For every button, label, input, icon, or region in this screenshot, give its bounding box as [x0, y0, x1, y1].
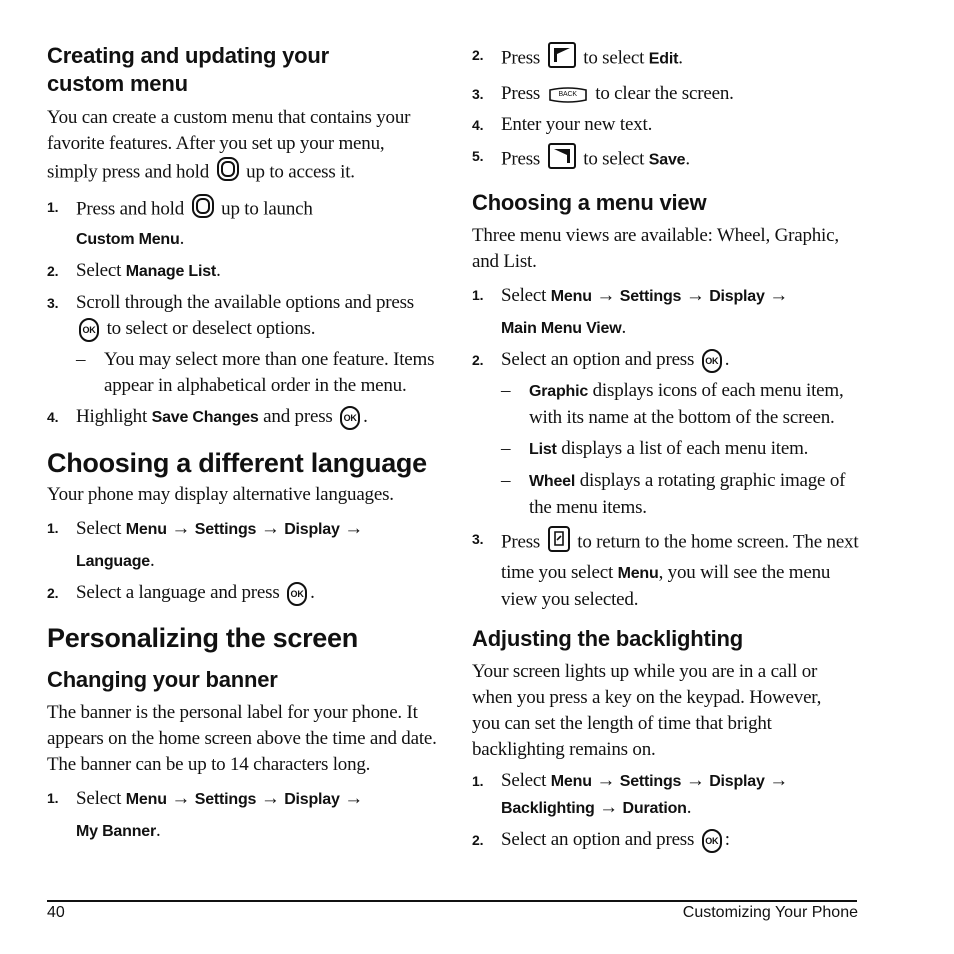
menu-view-step-1: 1. Select Menu → Settings → Display → Main Menu View.	[472, 285, 789, 338]
left-softkey-icon	[548, 42, 576, 76]
language-step-1: 1. Select Menu → Settings → Display → Language.	[47, 518, 364, 571]
right-softkey-icon	[548, 143, 576, 177]
ok-key-icon: OK	[702, 349, 722, 373]
personalizing-heading: Personalizing the screen	[47, 623, 358, 653]
page-number: 40	[47, 904, 65, 921]
back-key-icon	[548, 86, 588, 104]
custom-menu-step-1: 1. Press and hold up to launch Custom Menu.	[47, 194, 437, 253]
footer-rule	[47, 900, 857, 902]
banner-step-2: 2. Press to select Edit.	[472, 42, 862, 76]
backlighting-intro: Your screen lights up while you are in a call or when you press a key on the keypad. However, you can set the length of time that bright backlighting remains on.	[472, 661, 822, 760]
banner-step-1: 1. Select Menu → Settings → Display → My Banner.	[47, 788, 364, 841]
chapter-title: Customizing Your Phone	[682, 904, 858, 921]
backlighting-step-1: 1. Select Menu → Settings → Display → Backlighting → Duration.	[472, 770, 789, 818]
backlighting-heading: Adjusting the backlighting	[472, 626, 744, 651]
backlighting-step-2: 2. Select an option and press OK :	[472, 827, 862, 853]
language-intro: Your phone may display alternative languages.	[47, 484, 394, 505]
nav-key-icon	[192, 194, 214, 226]
language-step-2: 2. Select a language and press OK .	[47, 580, 437, 606]
custom-menu-label: Custom Menu	[76, 231, 180, 248]
menu-view-intro: Three menu views are available: Wheel, Graphic, and List.	[472, 225, 839, 272]
banner-heading: Changing your banner	[47, 667, 278, 692]
banner-intro: The banner is the personal label for your phone. It appears on the home screen above the time and date. The banner can be up to 14 characters long.	[47, 702, 437, 775]
custom-menu-step-2: 2. Select Manage List.	[47, 260, 221, 281]
ok-key-icon: OK	[340, 406, 360, 430]
custom-menu-heading: Creating and updating your custom menu	[47, 43, 330, 96]
menu-view-option-wheel: – Wheel displays a rotating graphic image of the menu items.	[501, 470, 846, 518]
language-heading: Choosing a different language	[47, 448, 427, 478]
ok-key-icon: OK	[79, 318, 99, 342]
menu-view-option-list: – List displays a list of each menu item.	[501, 438, 809, 459]
banner-step-3: 3. Press BACK to clear the screen.	[472, 83, 734, 104]
back-key-label: BACK	[558, 90, 577, 98]
ok-key-icon: OK	[702, 829, 722, 853]
banner-step-4: 4. Enter your new text.	[472, 114, 653, 135]
menu-view-option-graphic: – Graphic displays icons of each menu item, with its name at the bottom of the screen.	[501, 380, 844, 428]
custom-menu-intro: You can create a custom menu that contains your favorite features. After you set up your menu, simply press and hold up to access it.	[47, 105, 437, 189]
menu-view-step-2: 2. Select an option and press OK .	[472, 347, 862, 373]
menu-view-heading: Choosing a menu view	[472, 190, 707, 215]
end-key-icon	[548, 526, 570, 560]
custom-menu-step-4: 4. Highlight Save Changes and press OK .	[47, 404, 437, 431]
custom-menu-note: – You may select more than one feature. Items appear in alphabetical order in the menu.	[76, 349, 435, 396]
nav-key-icon	[217, 157, 239, 189]
menu-view-step-3: 3. Press to return to the home screen. The next time you select Menu, you will see the menu view you selected.	[472, 526, 862, 613]
ok-key-icon: OK	[287, 582, 307, 606]
banner-step-5: 5. Press to select Save.	[472, 143, 862, 177]
custom-menu-step-3: 3. Scroll through the available options and press OK to select or deselect options.	[47, 290, 437, 342]
left-column	[47, 40, 437, 847]
right-column	[472, 40, 862, 853]
